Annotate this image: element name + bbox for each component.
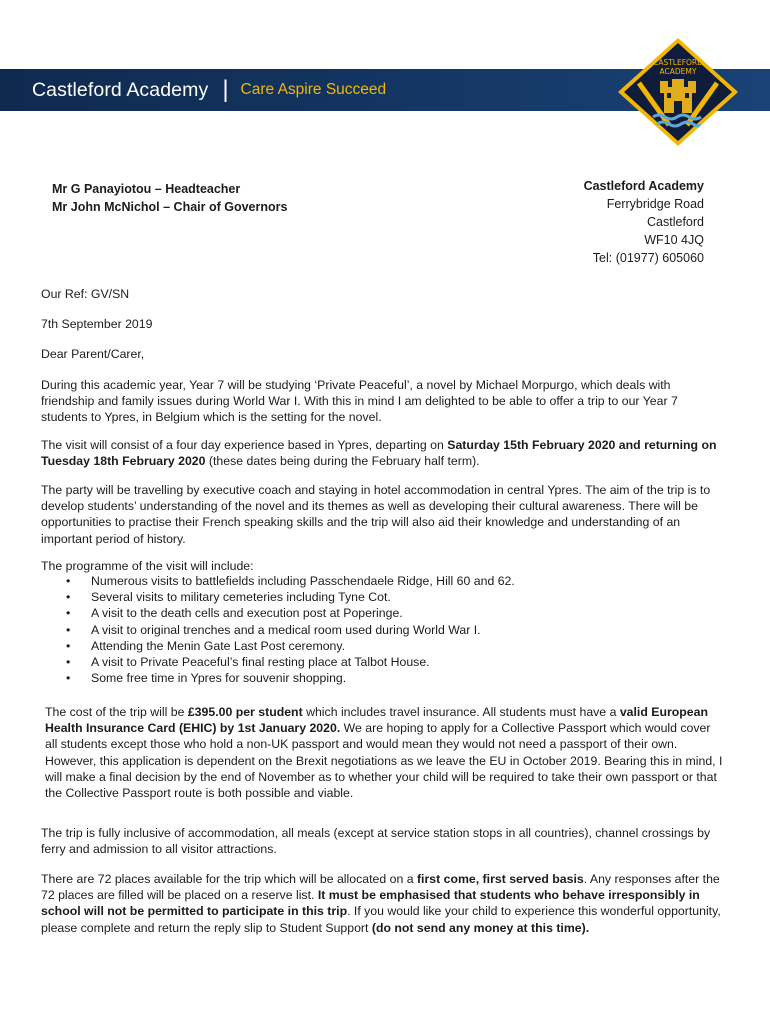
castle-icon [660, 79, 696, 113]
programme-item: • A visit to Private Peaceful’s final resting place at Talbot House. [66, 654, 515, 670]
paragraph-intro: During this academic year, Year 7 will be studying ‘Private Peaceful’, a novel by Michael Morpurgo, which deals with friendship and family issues during World War I. With this in mind I am delighted to be able to offer a trip to our Year 7 students to Ypres, in Belgium which is the setting for the novel. [41, 378, 678, 425]
programme-item: • Attending the Menin Gate Last Post ceremony. [66, 638, 515, 654]
programme-list [66, 573, 515, 686]
allocation-basis: first come, first served basis [416, 872, 584, 886]
address-town: Castleford [647, 215, 704, 229]
paragraph-dates: The visit will consist of a four day experience based in Ypres, departing on Saturday 15th February 2020 and returning on Tuesday 18th February 2020 (these dates being during the February half term). [41, 438, 717, 469]
ehic-requirement: valid European Health Insurance Card (EHIC) by 1st January 2020. [45, 705, 708, 736]
signatories [52, 180, 287, 216]
school-motto: Care Aspire Succeed [240, 81, 387, 98]
address-postcode: WF10 4JQ [644, 233, 704, 247]
paragraph-inclusive: The trip is fully inclusive of accommodation, all meals (except at service station stops in all countries), channel crossings by ferry and admission to all visitor attractions. [41, 826, 711, 857]
headteacher-line: Mr G Panayiotou – Headteacher [52, 182, 241, 196]
letter-date: 7th September 2019 [41, 317, 153, 331]
reference: Our Ref: GV/SN [41, 287, 130, 301]
programme-item: • Numerous visits to battlefields including Passchendaele Ridge, Hill 60 and 62. [66, 573, 515, 589]
programme-item: • Some free time in Ypres for souvenir shopping. [66, 670, 515, 686]
banner-separator: | [222, 76, 229, 103]
crest-text-bottom: ACADEMY [659, 67, 697, 76]
programme-item: • A visit to the death cells and execution post at Poperinge. [66, 605, 515, 621]
address-telephone: Tel: (01977) 605060 [592, 251, 704, 265]
paragraph-places: There are 72 places available for the trip which will be allocated on a first come, first served basis. Any responses after the 72 places are filled will be placed on a reserve list. It must be emphasised that students who behave irresponsibly in school will not be permitted to participate in this trip. If you would like your child to experience this wonderful opportunity, please complete and return the reply slip to Student Support (do not send any money at this time). [41, 872, 721, 935]
school-address [584, 177, 704, 267]
behaviour-warning: It must be emphasised that students who behave irresponsibly in school will not be permitted to participate in this trip [41, 888, 700, 919]
programme-item: • Several visits to military cemeteries including Tyne Cot. [66, 589, 515, 605]
no-money-note: (do not send any money at this time). [371, 920, 590, 935]
address-street: Ferrybridge Road [606, 197, 704, 211]
school-name: Castleford Academy [32, 78, 209, 101]
school-crest-logo [617, 37, 739, 147]
paragraph-cost: The cost of the trip will be £395.00 per student which includes travel insurance. All students must have a valid European Health Insurance Card (EHIC) by 1st January 2020. We are hoping to apply for a Collective Passport which would cover all students except those who hold a non-UK passport and would mean they would not need a passport of their own. However, this application is dependent on the Brexit negotiations as we leave the EU in October 2019. Bearing this in mind, I will make a final decision by the end of November as to whether your child will be required to take their own passport or that the Collective Passport route is both possible and viable. [45, 705, 723, 801]
salutation: Dear Parent/Carer, [41, 347, 145, 361]
programme-item: • A visit to original trenches and a medical room used during World War I. [66, 622, 515, 638]
address-name: Castleford Academy [583, 179, 704, 193]
chair-line: Mr John McNichol – Chair of Governors [52, 200, 288, 214]
programme-intro: The programme of the visit will include: [41, 559, 254, 573]
trip-dates: Saturday 15th February 2020 and returning on Tuesday 18th February 2020 [41, 438, 717, 469]
trip-cost: £395.00 per student [187, 705, 303, 719]
crest-text-top: CASTLEFORD [653, 58, 703, 67]
paragraph-travel: The party will be travelling by executive coach and staying in hotel accommodation in central Ypres. The aim of the trip is to develop students’ understanding of the novel and its themes as well as developing their cultural awareness. There will be opportunities to practise their French speaking skills and the trip will also aid their knowledge and understanding of an important period of history. [41, 483, 711, 546]
